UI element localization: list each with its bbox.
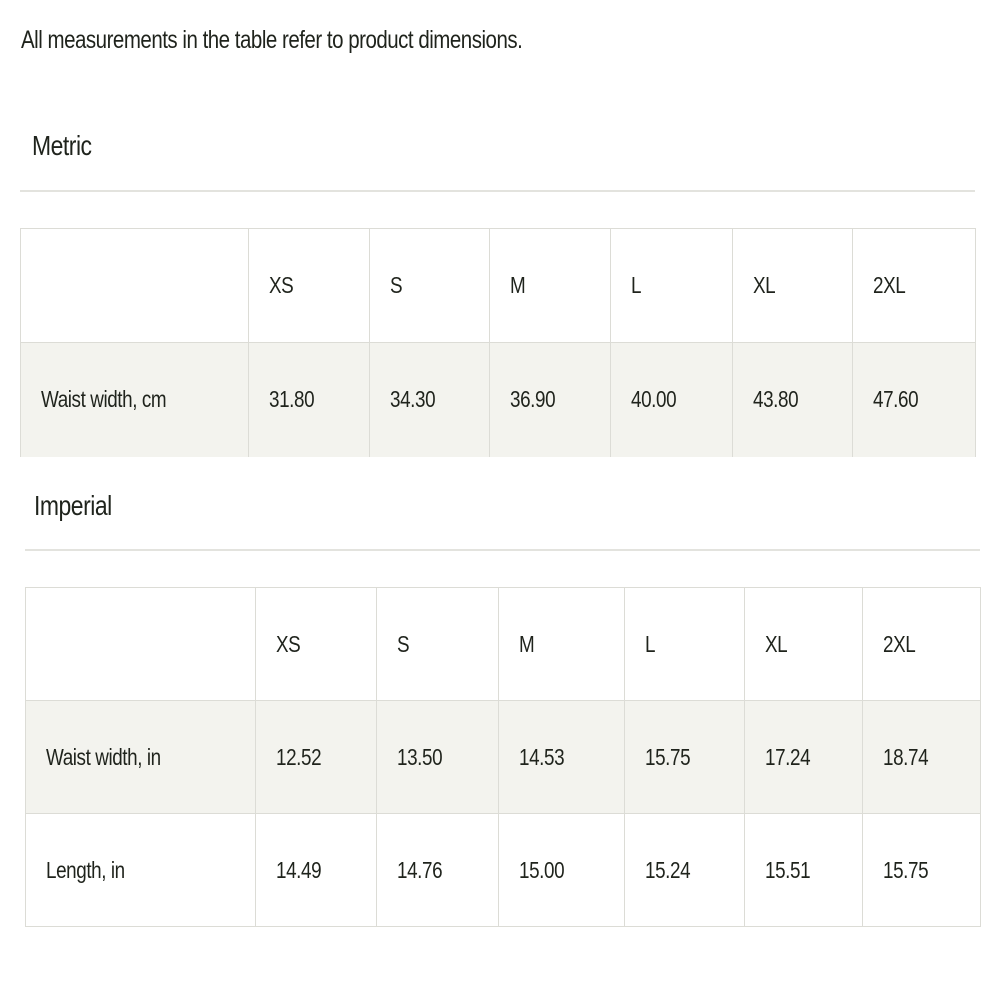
table-row xyxy=(26,814,981,927)
row-label: Waist width, cm xyxy=(21,343,249,457)
table-cell: 43.80 xyxy=(733,343,853,457)
imperial-divider xyxy=(25,549,980,551)
size-header-xl: XL xyxy=(733,229,853,343)
imperial-size-table xyxy=(25,587,981,927)
table-cell: 17.24 xyxy=(745,701,863,814)
size-header-xs: XS xyxy=(249,229,370,343)
table-cell: 15.75 xyxy=(625,701,745,814)
table-cell: 31.80 xyxy=(249,343,370,457)
size-header-l: L xyxy=(611,229,733,343)
table-row xyxy=(26,701,981,814)
table-cell: 15.75 xyxy=(863,814,981,927)
size-header-s: S xyxy=(370,229,490,343)
size-header-2xl: 2XL xyxy=(853,229,976,343)
table-cell: 12.52 xyxy=(256,701,377,814)
size-header-m: M xyxy=(499,588,625,701)
intro-text: All measurements in the table refer to product dimensions. xyxy=(21,26,523,54)
table-cell: 47.60 xyxy=(853,343,976,457)
table-cell: 14.76 xyxy=(377,814,499,927)
table-row xyxy=(21,343,976,457)
size-header-xs: XS xyxy=(256,588,377,701)
table-cell: 13.50 xyxy=(377,701,499,814)
size-header-2xl: 2XL xyxy=(863,588,981,701)
size-header-s: S xyxy=(377,588,499,701)
table-corner-cell xyxy=(26,588,256,701)
metric-divider xyxy=(20,190,975,192)
table-cell: 18.74 xyxy=(863,701,981,814)
size-header-xl: XL xyxy=(745,588,863,701)
size-header-l: L xyxy=(625,588,745,701)
table-cell: 15.00 xyxy=(499,814,625,927)
table-cell: 15.24 xyxy=(625,814,745,927)
metric-size-table xyxy=(20,228,976,457)
metric-section-title: Metric xyxy=(32,130,92,161)
table-cell: 15.51 xyxy=(745,814,863,927)
table-header-row xyxy=(26,588,981,701)
table-header-row xyxy=(21,229,976,343)
table-cell: 40.00 xyxy=(611,343,733,457)
table-cell: 36.90 xyxy=(490,343,611,457)
table-corner-cell xyxy=(21,229,249,343)
size-header-m: M xyxy=(490,229,611,343)
row-label: Waist width, in xyxy=(26,701,256,814)
imperial-section-title: Imperial xyxy=(34,490,112,521)
table-cell: 14.53 xyxy=(499,701,625,814)
row-label: Length, in xyxy=(26,814,256,927)
table-cell: 34.30 xyxy=(370,343,490,457)
table-cell: 14.49 xyxy=(256,814,377,927)
